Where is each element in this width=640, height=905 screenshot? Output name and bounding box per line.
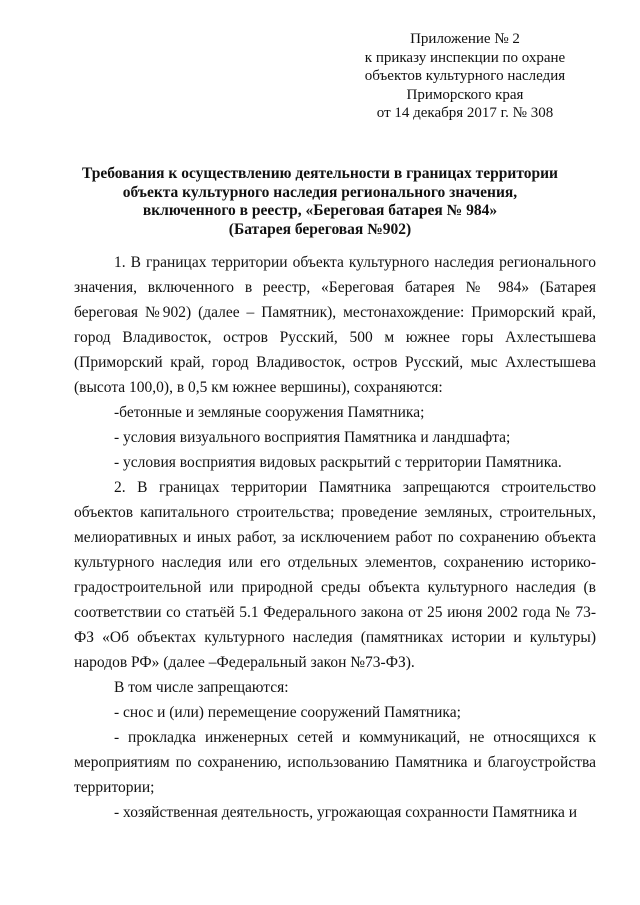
title-line-1: Требования к осуществлению деятельности в границах территории xyxy=(82,165,558,182)
annex-line-5: от 14 декабря 2017 г. № 308 xyxy=(376,105,554,121)
paragraph-3: В том числе запрещаются: xyxy=(114,679,289,696)
document-body xyxy=(74,250,596,825)
annex-header xyxy=(330,30,600,123)
paragraph-2: 2. В границах территории Памятника запрещаются строительство объектов капитального строительства; проведение земляных, строительных, мелиоративных и иных работ, за исключением работ по сохранению объекта культурного наследия или его отдельных элементов, сохранению историко-градостроительной или природной среды объекта культурного наследия (в соответствии со статьёй 5.1 Федерального закона от 25 июня 2002 года № 73-ФЗ «Об объектах культурного наследия (памятниках истории и культуры) народов РФ» (далее –Федеральный закон №73-ФЗ). xyxy=(74,479,596,671)
paragraph-economic-activity: - хозяйственная деятельность, угрожающая сохранности Памятника и xyxy=(114,804,578,821)
list-item-view-perception: - условия восприятия видовых раскрытий с территории Памятника. xyxy=(114,454,562,471)
annex-line-1: Приложение № 2 xyxy=(410,31,520,47)
list-item-concrete-structures: -бетонные и земляные сооружения Памятника; xyxy=(114,404,425,421)
title-line-4: (Батарея береговая №902) xyxy=(228,220,412,238)
title-line-2: объекта культурного наследия регионального значения, xyxy=(122,183,518,201)
title-line-3: включенного в реестр, «Береговая батарея № 984» xyxy=(142,202,498,219)
annex-line-4: Приморского края xyxy=(406,86,524,103)
annex-line-2: к приказу инспекции по охране xyxy=(364,49,566,66)
document-title xyxy=(60,165,580,239)
annex-line-3: объектов культурного наследия xyxy=(364,68,566,84)
list-item-demolition: - снос и (или) перемещение сооружений Памятника; xyxy=(114,704,461,721)
paragraph-1: 1. В границах территории объекта культурного наследия регионального значения, включенного в реестр, «Береговая батарея № 984» (Батарея береговая №902) (далее – Памятник), местонахождение: Приморский край, город Владивосток, остров Русский, 500 м южнее горы Ахлестышева (Приморский край, город Владивосток, остров Русский, мыс Ахлестышева (высота 100,0), в 0,5 км южнее вершины), сохраняются: xyxy=(74,254,596,396)
list-item-visual-perception: - условия визуального восприятия Памятника и ландшафта; xyxy=(114,429,511,446)
paragraph-engineering-networks: - прокладка инженерных сетей и коммуникаций, не относящихся к мероприятиям по сохранению, использованию Памятника и благоустройства территории; xyxy=(74,729,596,796)
